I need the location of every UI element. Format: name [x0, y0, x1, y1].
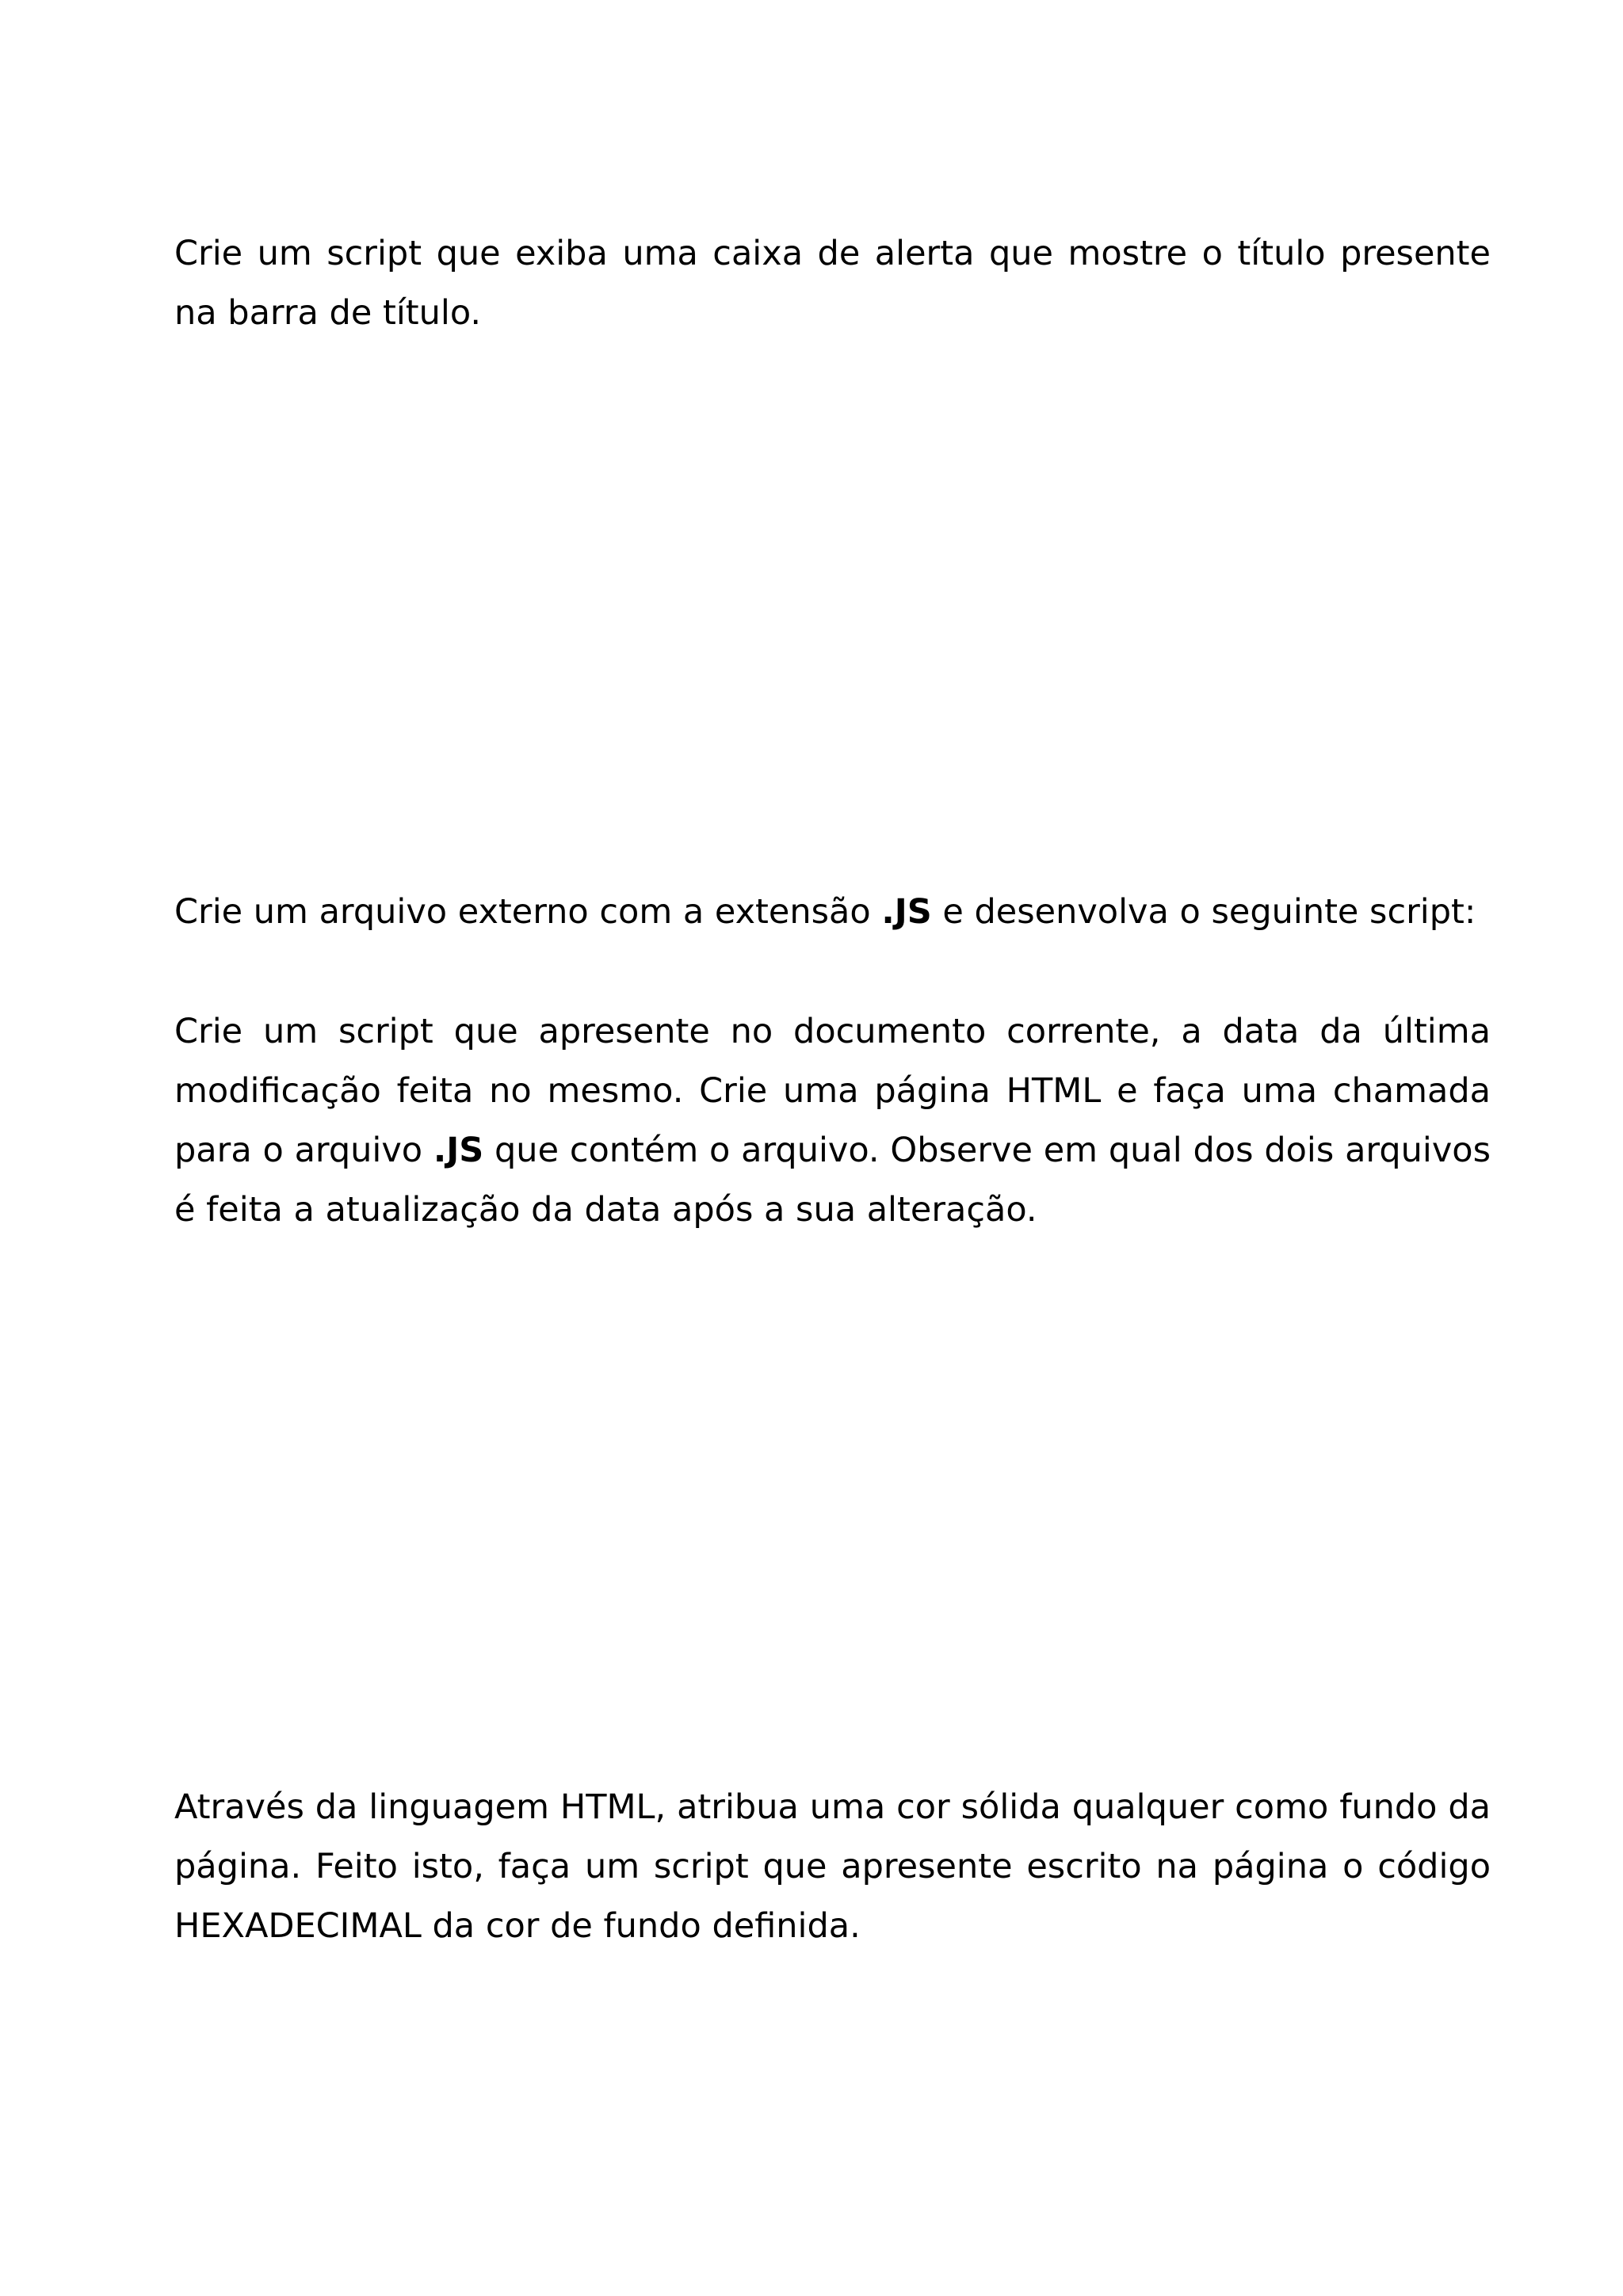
exercise-2-intro-after: e desenvolva o seguinte script:	[931, 892, 1476, 932]
exercise-2-body-ext: .JS	[433, 1131, 484, 1170]
exercise-1-paragraph: Crie um script que exiba uma caixa de alerta que mostre o título presente na barra de título.	[174, 234, 1491, 333]
exercise-3-paragraph: Através da linguagem HTML, atribua uma cor sólida qualquer como fundo da página. Feito isto, faça um script que apresente escrito na página o código HEXADECIMAL da cor de fundo definida.	[174, 1787, 1491, 1946]
exercise-2-paragraph	[174, 1002, 1491, 1240]
exercise-2-intro-before: Crie um arquivo externo com a extensão	[174, 892, 882, 932]
exercise-2-intro	[174, 883, 1491, 942]
exercise-2-intro-ext: .JS	[881, 892, 932, 932]
exercise-2-body-before: Crie um script que apresente no documento corrente, a data da última modificação feita no mesmo. Crie uma página HTML e faça uma chamada para o arquivo	[174, 1012, 1491, 1170]
exercise-2-body-after: que contém o arquivo. Observe em qual dos dois arquivos é feita a atualização da data após a sua alteração.	[174, 1131, 1491, 1230]
